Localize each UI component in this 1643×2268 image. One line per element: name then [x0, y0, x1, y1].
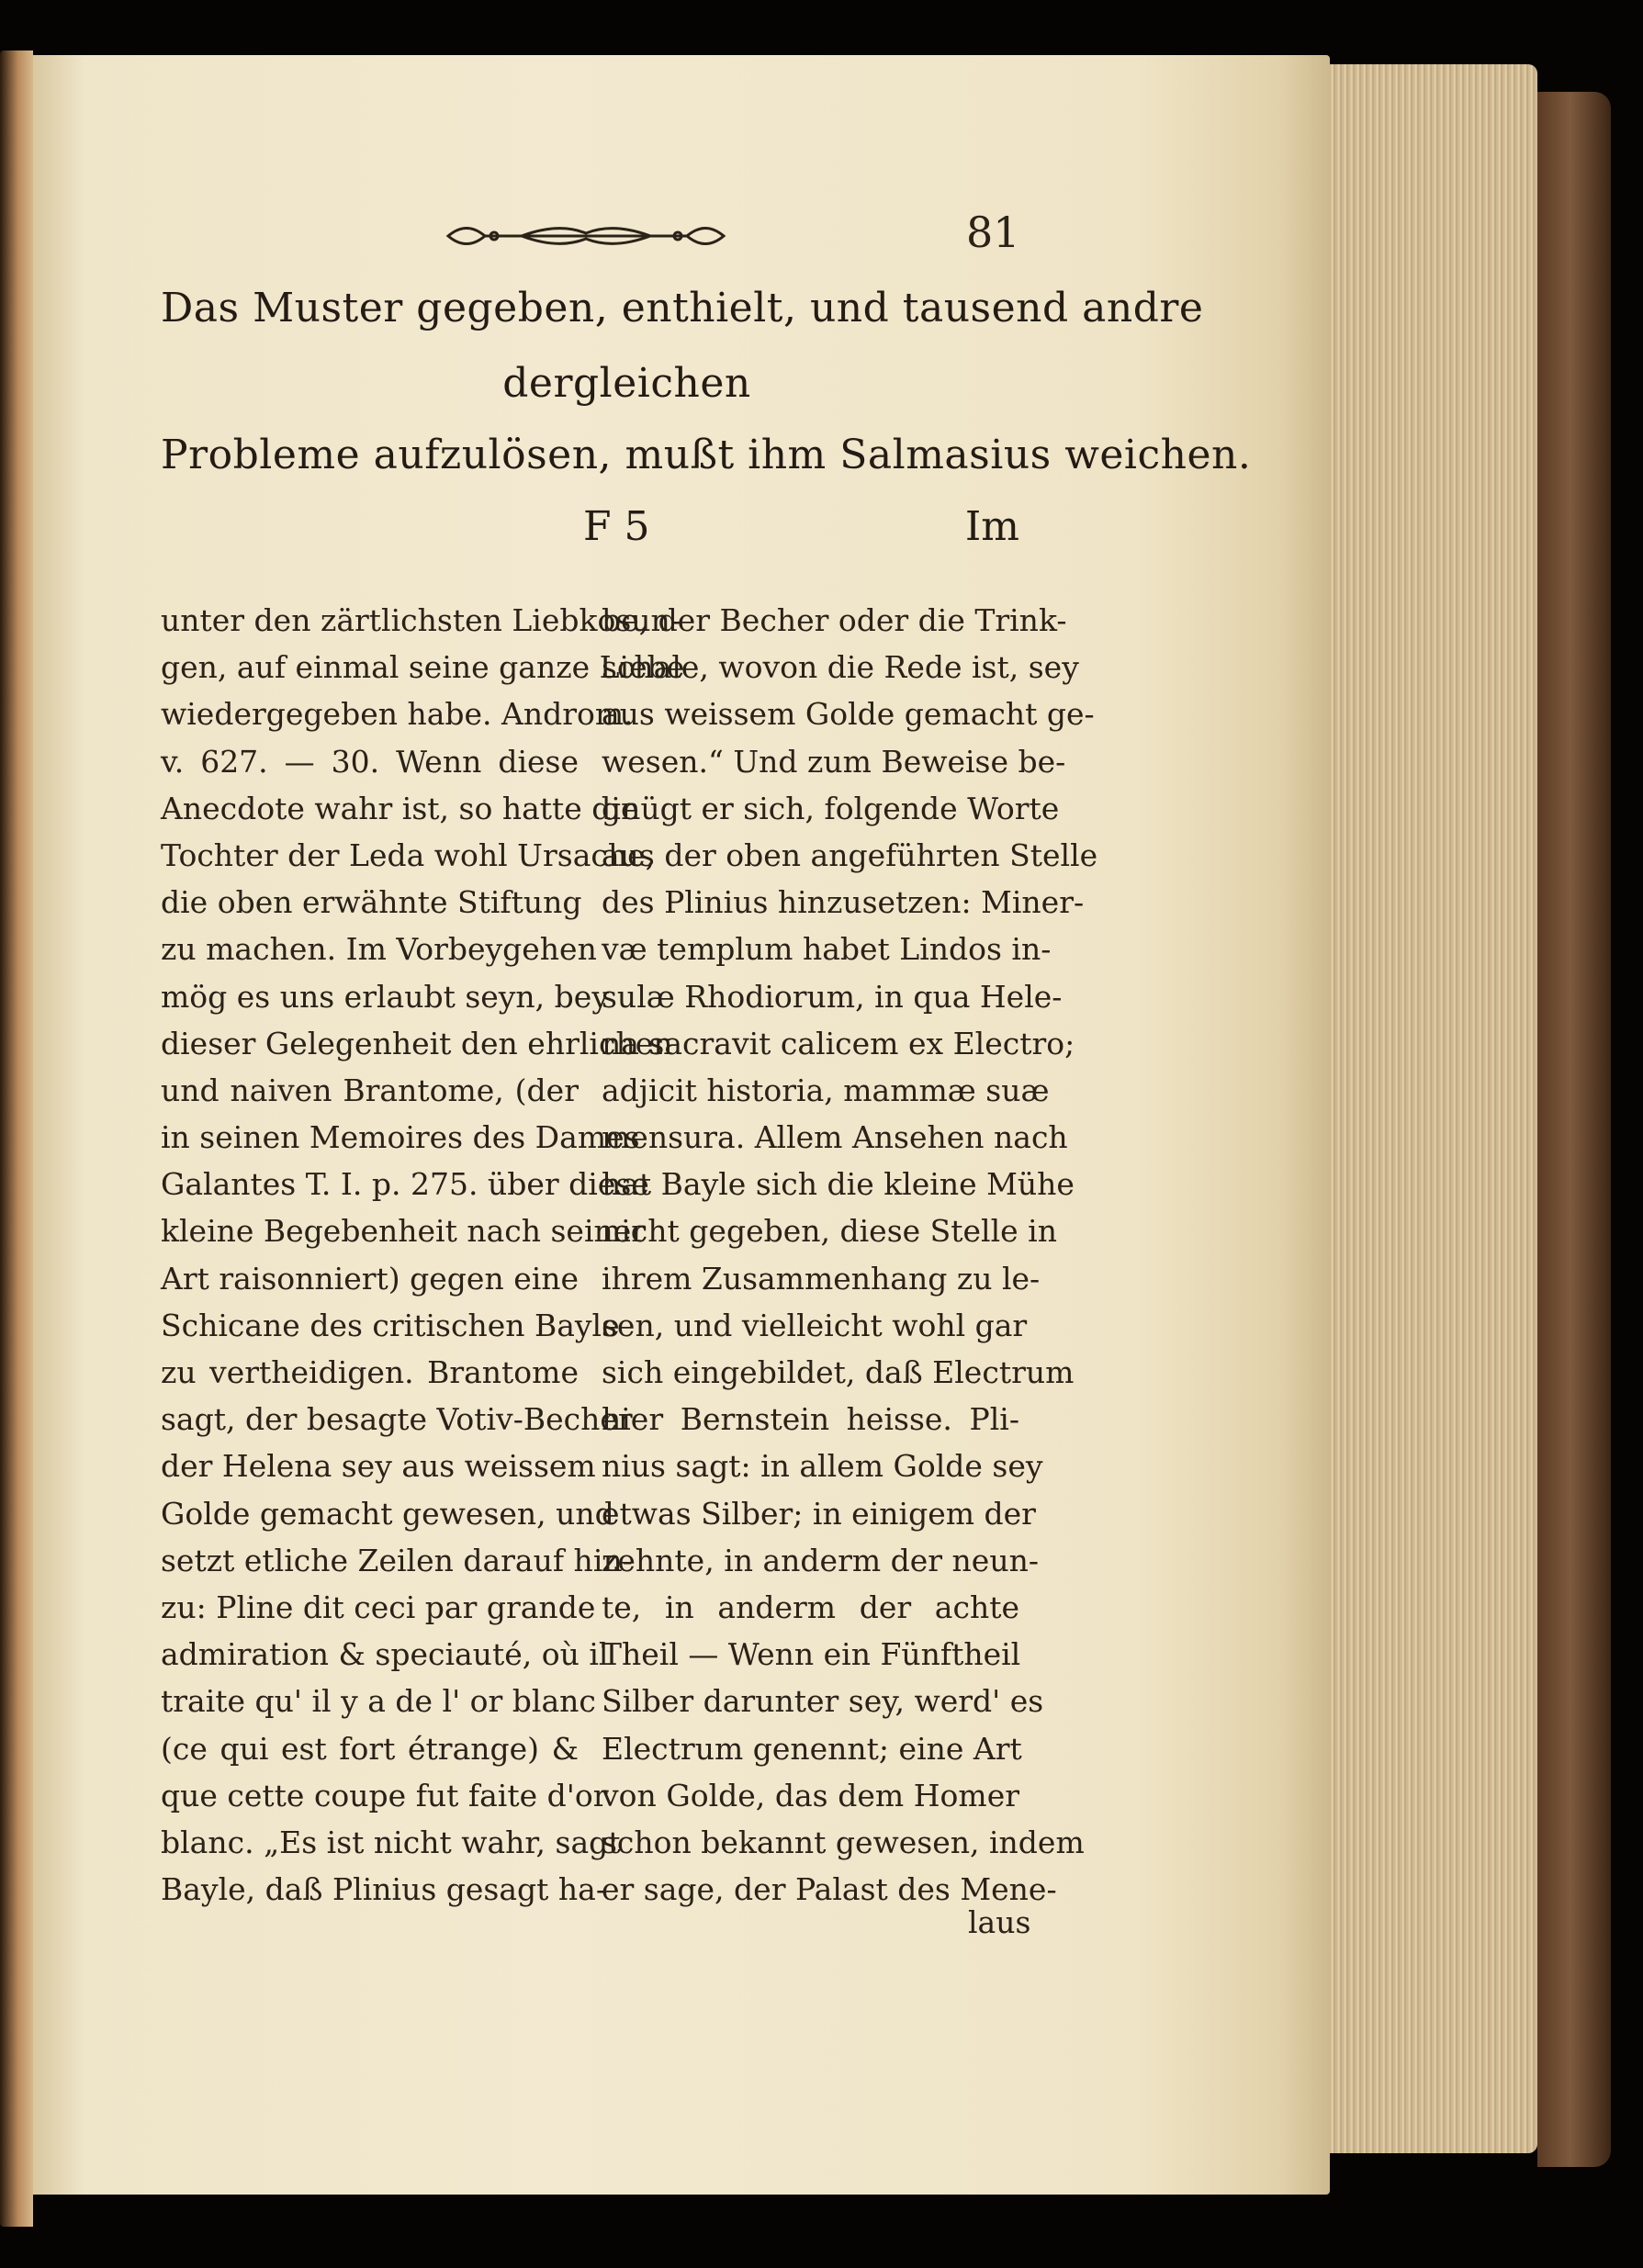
left-column: [161, 597, 685, 1913]
text-line: zu machen. Im Vorbeygehen: [161, 931, 597, 968]
text-line: Schicane des critischen Bayle: [161, 1307, 620, 1343]
text-line: Golde gemacht gewesen, und: [161, 1495, 614, 1532]
text-line: schon bekannt gewesen, indem: [602, 1824, 1085, 1860]
text-line: setzt etliche Zeilen darauf hin-: [161, 1542, 633, 1578]
text-line: traite qu' il y a de l' or blanc: [161, 1683, 596, 1720]
text-line: Theil — Wenn ein Fünftheil: [602, 1636, 1021, 1673]
text-line: te, in anderm der achte: [602, 1589, 1019, 1625]
text-line: mensura. Allem Ansehen nach: [602, 1119, 1068, 1156]
right-column: [602, 597, 1098, 1913]
text-line: wesen.“ Und zum Beweise be-: [602, 743, 1066, 780]
text-line: adjicit historia, mammæ suæ: [602, 1072, 1050, 1108]
text-line: zu vertheidigen. Brantome: [161, 1354, 579, 1390]
previous-page-edge: [0, 51, 33, 2227]
text-line: die oben erwähnte Stiftung: [161, 884, 582, 921]
signature-row: [161, 503, 1019, 558]
verse-catchword: Im: [964, 503, 1019, 550]
column-catchword: laus: [968, 1904, 1031, 1940]
text-line: Silber darunter sey, werd' es: [602, 1683, 1044, 1720]
verse-line-1: Das Muster gegeben, enthielt, und tausend andre: [161, 285, 1204, 331]
text-line: aus der oben angeführten Stelle: [602, 836, 1098, 873]
text-line: v. 627. — 30. Wenn diese: [161, 743, 579, 780]
text-line: hat Bayle sich die kleine Mühe: [602, 1166, 1075, 1203]
text-line: sich eingebildet, daß Electrum: [602, 1354, 1075, 1390]
text-line: etwas Silber; in einigem der: [602, 1495, 1036, 1532]
text-line: Galantes T. I. p. 275. über diese: [161, 1166, 649, 1203]
text-line: schale, wovon die Rede ist, sey: [602, 649, 1079, 686]
floral-rule-ornament-icon: [439, 213, 733, 259]
text-line: Electrum genennt; eine Art: [602, 1730, 1022, 1767]
text-line: aus weissem Golde gemacht ge-: [602, 696, 1095, 733]
text-line: in seinen Memoires des Dames: [161, 1119, 640, 1156]
text-line: und naiven Brantome, (der: [161, 1072, 579, 1108]
text-line: sen, und vielleicht wohl gar: [602, 1307, 1028, 1343]
text-line: væ templum habet Lindos in-: [602, 931, 1052, 968]
text-line: kleine Begebenheit nach seiner: [161, 1213, 647, 1250]
page-edges: [1330, 64, 1537, 2153]
text-line: nicht gegeben, diese Stelle in: [602, 1213, 1057, 1250]
signature-mark: F 5: [583, 503, 650, 550]
text-line: Bayle, daß Plinius gesagt ha-: [161, 1871, 606, 1908]
text-line: hier Bernstein heisse. Pli-: [602, 1401, 1019, 1438]
text-line: mög es uns erlaubt seyn, bey: [161, 978, 609, 1015]
text-line: er sage, der Palast des Mene-: [602, 1871, 1057, 1908]
text-line: admiration & speciauté, où il: [161, 1636, 609, 1673]
text-line: blanc. „Es ist nicht wahr, sagt: [161, 1824, 621, 1860]
book-cover: [1537, 92, 1611, 2167]
text-line: (ce qui est fort étrange) &: [161, 1730, 579, 1767]
verse-line-2: dergleichen: [502, 360, 751, 407]
text-line: que cette coupe fut faite d'or: [161, 1777, 608, 1813]
verse-line-3: Probleme aufzulösen, mußt ihm Salmasius weichen.: [161, 432, 1252, 478]
text-line: na sacravit calicem ex Electro;: [602, 1025, 1075, 1061]
text-line: sagt, der besagte Votiv-Becher: [161, 1401, 633, 1438]
text-line: be, der Becher oder die Trink-: [602, 602, 1067, 638]
text-line: wiedergegeben habe. Androm.: [161, 696, 634, 733]
text-line: der Helena sey aus weissem: [161, 1448, 596, 1485]
text-line: Art raisonniert) gegen eine: [161, 1260, 580, 1297]
text-line: gnügt er sich, folgende Worte: [602, 790, 1060, 826]
text-line: Anecdote wahr ist, so hatte die: [161, 790, 639, 826]
text-line: des Plinius hinzusetzen: Miner-: [602, 884, 1085, 921]
text-line: ihrem Zusammenhang zu le-: [602, 1260, 1041, 1297]
text-line: zehnte, in anderm der neun-: [602, 1542, 1039, 1578]
text-line: nius sagt: in allem Golde sey: [602, 1448, 1043, 1485]
text-line: zu: Pline dit ceci par grande: [161, 1589, 596, 1625]
text-line: sulæ Rhodiorum, in qua Hele-: [602, 978, 1063, 1015]
text-line: dieser Gelegenheit den ehrlichen: [161, 1025, 673, 1061]
text-line: Tochter der Leda wohl Ursache,: [161, 836, 656, 873]
page-number: 81: [966, 208, 1020, 257]
text-line: von Golde, das dem Homer: [602, 1777, 1019, 1813]
text-line: gen, auf einmal seine ganze Liebe: [161, 649, 685, 686]
text-line: unter den zärtlichsten Liebkosun-: [161, 602, 681, 638]
